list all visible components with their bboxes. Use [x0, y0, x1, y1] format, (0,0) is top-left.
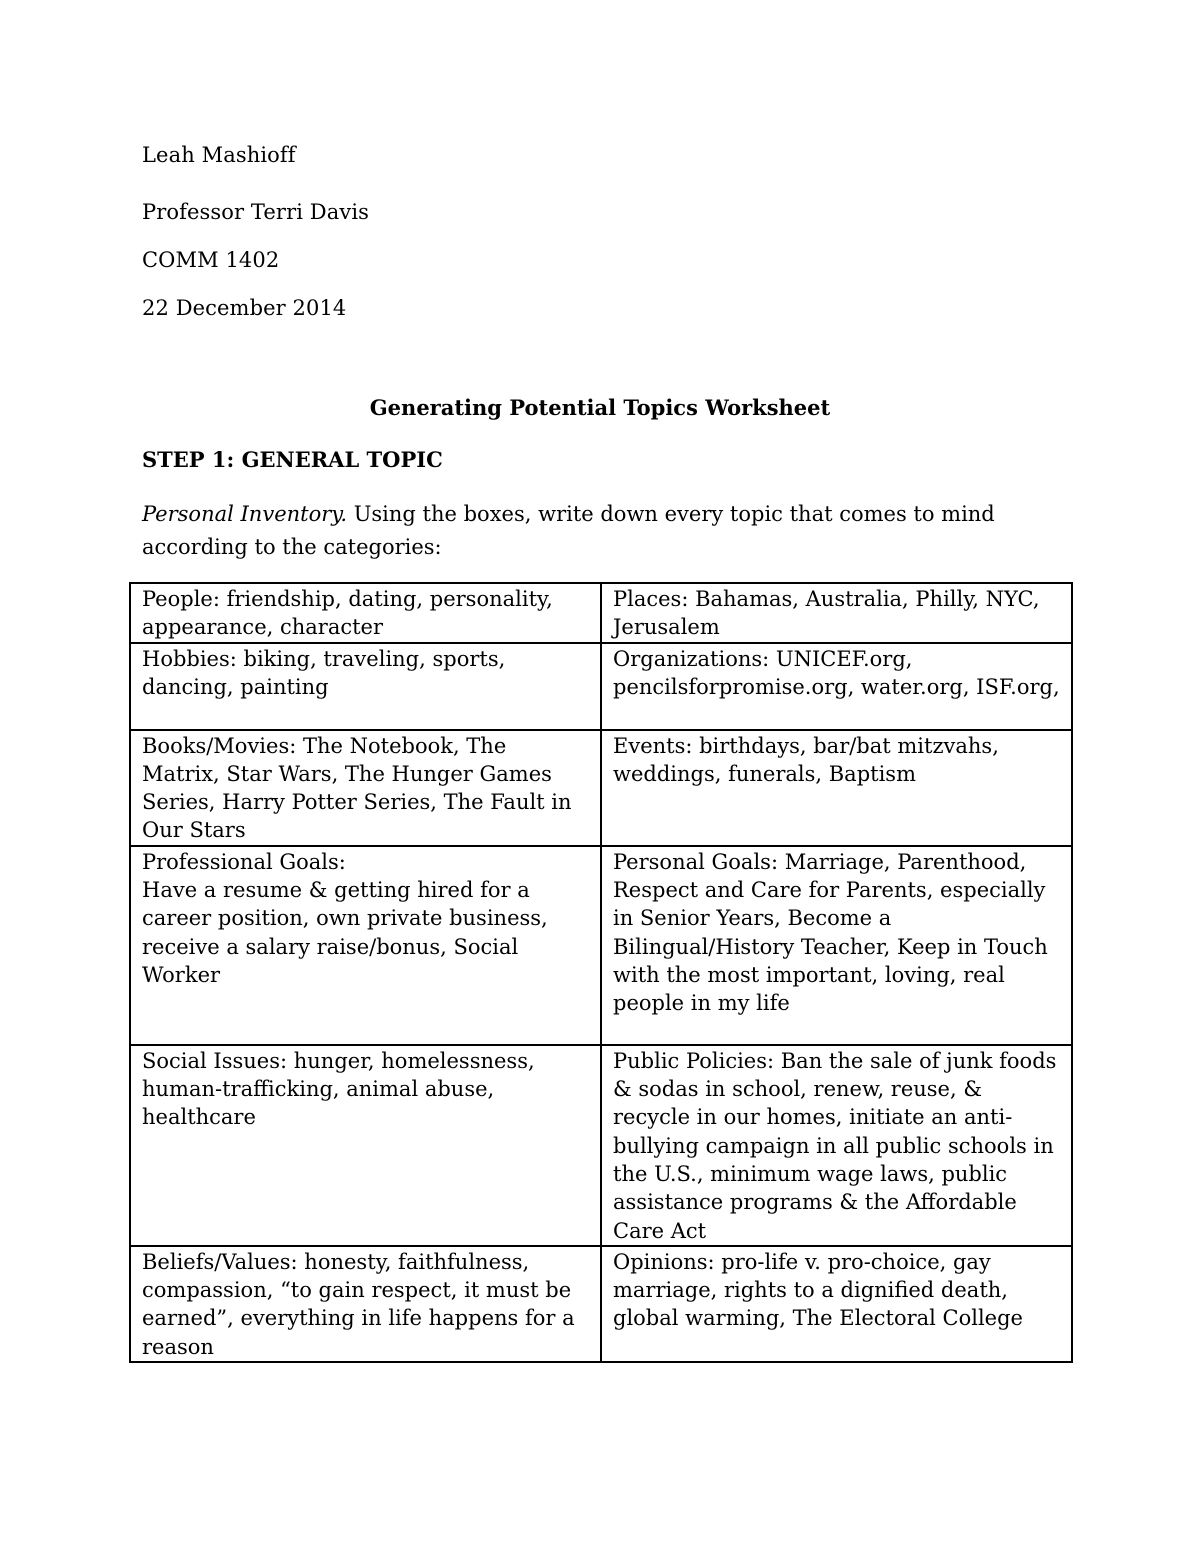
inventory-cell-places: Places: Bahamas, Australia, Philly, NYC, Jerusalem [601, 583, 1072, 643]
professional-goals-text: Have a resume & getting hired for a career position, own private business, receive a salary raise/bonus, Social Worker [142, 878, 548, 987]
course-code: COMM 1402 [142, 248, 280, 272]
worksheet-title: Generating Potential Topics Worksheet [369, 395, 831, 420]
student-name: Leah Mashioff [142, 143, 296, 167]
personal-inventory-table [129, 582, 1073, 1363]
inventory-cell-books-movies: Books/Movies: The Notebook, The Matrix, Star Wars, The Hunger Games Series, Harry Potter Series, The Fault in Our Stars [130, 730, 601, 846]
table-row [130, 643, 1072, 730]
inventory-cell-events: Events: birthdays, bar/bat mitzvahs, weddings, funerals, Baptism [601, 730, 1072, 846]
table-row [130, 583, 1072, 643]
intro-text: Using the boxes, write down every topic that comes to mind according to the categories: [142, 502, 995, 559]
table-row [130, 730, 1072, 846]
inventory-cell-public-policies: Public Policies: Ban the sale of junk foods & sodas in school, renew, reuse, & recycle in our homes, initiate an anti-bullying campaign in all public schools in the U.S., minimum wage laws, public assistance programs & the Affordable Care Act [601, 1045, 1072, 1246]
intro-lead: Personal Inventory. [142, 502, 348, 526]
inventory-cell-social-issues: Social Issues: hunger, homelessness, human-trafficking, animal abuse, healthcare [130, 1045, 601, 1246]
inventory-cell-people: People: friendship, dating, personality, appearance, character [130, 583, 601, 643]
professional-goals-label: Professional Goals: [142, 849, 346, 874]
table-row [130, 1246, 1072, 1362]
inventory-cell-organizations: Organizations: UNICEF.org, pencilsforpromise.org, water.org, ISF.org, [601, 643, 1072, 730]
intro-paragraph [142, 498, 1072, 564]
table-row [130, 846, 1072, 1045]
table-row [130, 1045, 1072, 1246]
inventory-cell-hobbies: Hobbies: biking, traveling, sports, dancing, painting [130, 643, 601, 730]
professor-name: Professor Terri Davis [142, 200, 370, 224]
inventory-cell-opinions: Opinions: pro-life v. pro-choice, gay marriage, rights to a dignified death, global warming, The Electoral College [601, 1246, 1072, 1362]
step-heading: STEP 1: GENERAL TOPIC [142, 447, 443, 472]
document-date: 22 December 2014 [142, 296, 347, 320]
inventory-cell-personal-goals: Personal Goals: Marriage, Parenthood, Respect and Care for Parents, especially in Senior Years, Become a Bilingual/History Teacher, Keep in Touch with the most important, loving, real people in my life [601, 846, 1072, 1045]
inventory-cell-professional-goals [130, 846, 601, 1045]
inventory-cell-beliefs-values: Beliefs/Values: honesty, faithfulness, compassion, “to gain respect, it must be earned”, everything in life happens for a reason [130, 1246, 601, 1362]
